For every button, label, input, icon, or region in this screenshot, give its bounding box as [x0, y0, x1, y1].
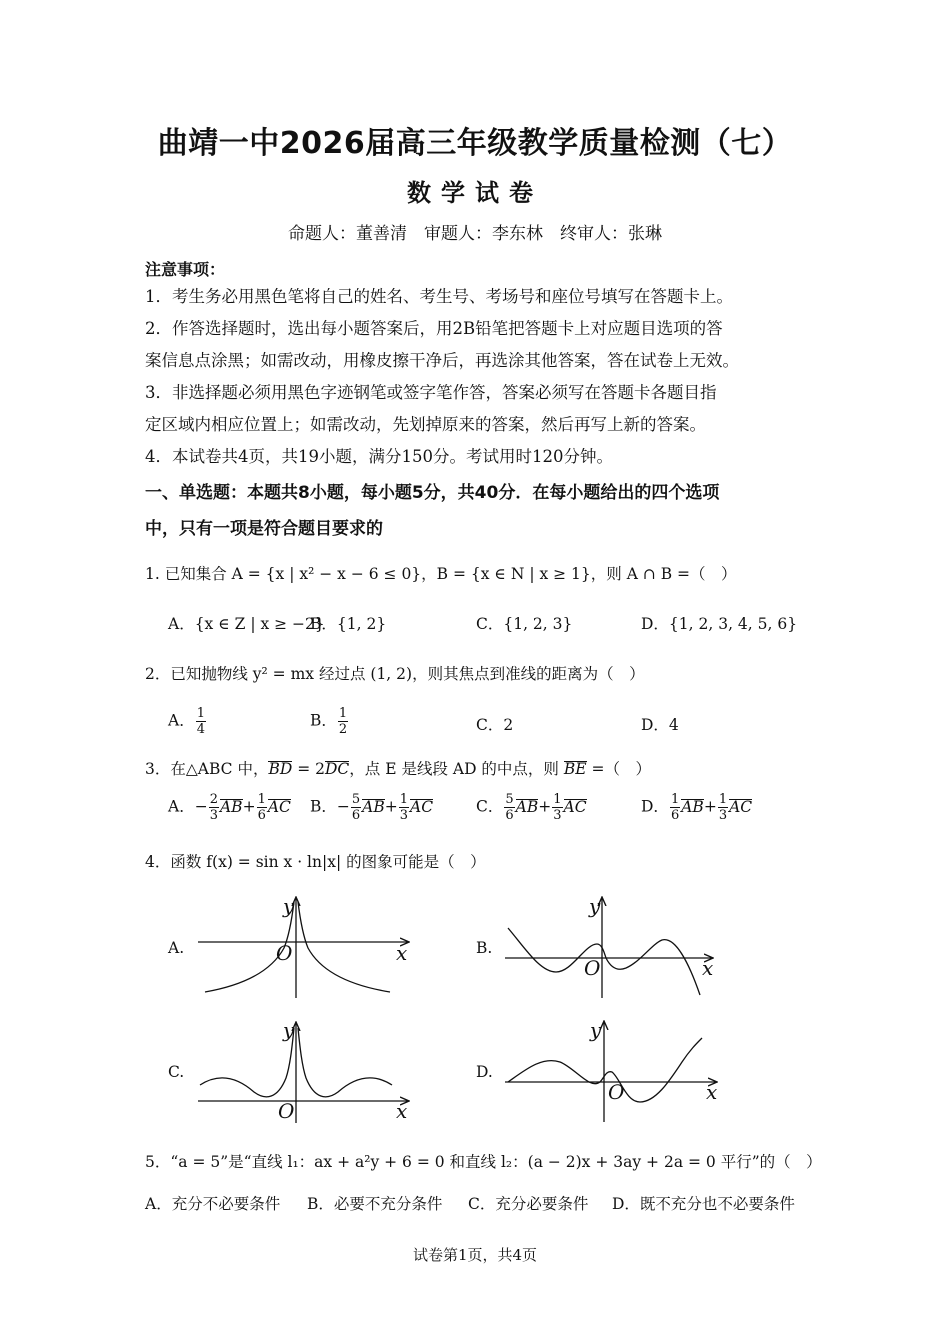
curve-left — [200, 1028, 294, 1097]
notice-line: 案信息点涂黑；如需改动，用橡皮擦干净后，再选涂其他答案，答在试卷上无效。 — [145, 351, 739, 370]
notice-line: 1．考生务必用黑色笔将自己的姓名、考生号、考场号和座位号填写在答题卡上。 — [145, 287, 733, 306]
curve-right — [298, 1028, 392, 1097]
section-heading-cont: 中，只有一项是符合题目要求的 — [145, 519, 383, 539]
graph-b-x-label: x — [702, 956, 714, 980]
q1-option-d: D．{1, 2, 3, 4, 5, 6} — [641, 615, 798, 633]
q2-option-a: A． $\frac{1}{4}$ — [168, 706, 205, 737]
notice-line: 定区域内相应位置上；如需改动，先划掉原来的答案，然后再写上新的答案。 — [145, 415, 706, 434]
graph-d — [505, 1022, 716, 1122]
q3-option-a: A．− $\frac{2}{3}$ AB+ $\frac{1}{6}$ AC — [168, 792, 291, 823]
graph-d-origin: O — [608, 1080, 625, 1104]
graph-a-origin: O — [276, 941, 293, 965]
question-1-stem: 1. 已知集合 A = {x | x² − x − 6 ≤ 0}，B = {x ∈ N | x ≥ 1}，则 A ∩ B =（ ） — [145, 565, 737, 583]
q5-option-a: A．充分不必要条件 — [145, 1195, 281, 1213]
graph-c-x-label: x — [396, 1099, 408, 1123]
graph-b — [505, 898, 712, 998]
q3-option-d: D． $\frac{1}{6}$ AB+ $\frac{1}{3}$ AC — [641, 792, 753, 823]
vector: DC — [324, 760, 350, 778]
section-heading: 一、单选题：本题共8小题，每小题5分，共40分．在每小题给出的四个选项 — [145, 483, 720, 503]
graph-b-origin: O — [584, 956, 601, 980]
q2-option-b: B． $\frac{1}{2}$ — [310, 706, 348, 737]
q5-option-c: C．充分必要条件 — [468, 1195, 589, 1213]
question-4-stem: 4．函数 f(x) = sin x · ln|x| 的图象可能是（ ） — [145, 853, 486, 871]
graph-a-x-label: x — [396, 941, 408, 965]
graph-c-y-label: y — [283, 1018, 295, 1042]
graph-c-origin: O — [278, 1099, 295, 1123]
graph-a-label: A. — [168, 939, 185, 957]
fraction: $\frac{1}{4}$ — [196, 706, 205, 737]
graph-d-label: D. — [476, 1063, 493, 1081]
graph-c-label: C. — [168, 1063, 185, 1081]
q5-option-d: D．既不充分也不必要条件 — [612, 1195, 795, 1213]
graph-c — [198, 1023, 408, 1123]
q3-option-b: B．− $\frac{5}{6}$ AB+ $\frac{1}{3}$ AC — [310, 792, 434, 823]
curve-right — [298, 902, 390, 992]
question-5-stem: 5．“a = 5”是“直线 l₁：ax + a²y + 6 = 0 和直线 l₂：(a − 2)x + 3ay + 2a = 0 平行”的（ ） — [145, 1153, 822, 1171]
vector: BE — [563, 760, 587, 778]
graph-d-y-label: y — [590, 1018, 602, 1042]
q3-option-c: C． $\frac{5}{6}$ AB+ $\frac{1}{3}$ AC — [476, 792, 587, 823]
graph-d-x-label: x — [706, 1080, 718, 1104]
curve — [508, 928, 700, 995]
notice-line: 2．作答选择题时，选出每小题答案后，用2B铅笔把答题卡上对应题目选项的答 — [145, 319, 723, 338]
notice-line: 4．本试卷共4页，共19小题，满分150分。考试用时120分钟。 — [145, 447, 613, 466]
q2-option-c: C．2 — [476, 716, 514, 734]
exam-subtitle: 数学试卷 — [407, 179, 543, 207]
exam-title: 曲靖一中2026届高三年级教学质量检测（七） — [157, 126, 793, 161]
fraction: $\frac{1}{2}$ — [338, 706, 348, 737]
q5-option-b: B．必要不充分条件 — [307, 1195, 443, 1213]
curve — [508, 1038, 702, 1102]
exam-authors: 命题人：董善清 审题人：李东林 终审人：张琳 — [288, 224, 662, 244]
question-3-stem: 3．在△ABC 中，BD = 2DC，点 E 是线段 AD 的中点，则 BE =（ ） — [145, 760, 651, 778]
graph-b-y-label: y — [589, 894, 601, 918]
q1-option-b: B．{1, 2} — [310, 615, 387, 633]
graph-a — [198, 898, 408, 998]
q1-option-a: A．{x ∈ Z | x ≥ −2} — [168, 615, 325, 633]
page-footer: 试卷第1页，共4页 — [412, 1246, 538, 1264]
q1-option-c: C．{1, 2, 3} — [476, 615, 573, 633]
graph-b-label: B. — [476, 939, 493, 957]
question-2-stem: 2．已知抛物线 y² = mx 经过点 (1, 2)，则其焦点到准线的距离为（ ） — [145, 665, 645, 683]
graph-a-y-label: y — [283, 894, 295, 918]
vector: BD — [268, 760, 293, 778]
q2-option-d: D．4 — [641, 716, 679, 734]
notice-line: 3．非选择题必须用黑色字迹钢笔或签字笔作答，答案必须写在答题卡各题目指 — [145, 383, 717, 402]
notice-heading: 注意事项： — [145, 260, 226, 279]
